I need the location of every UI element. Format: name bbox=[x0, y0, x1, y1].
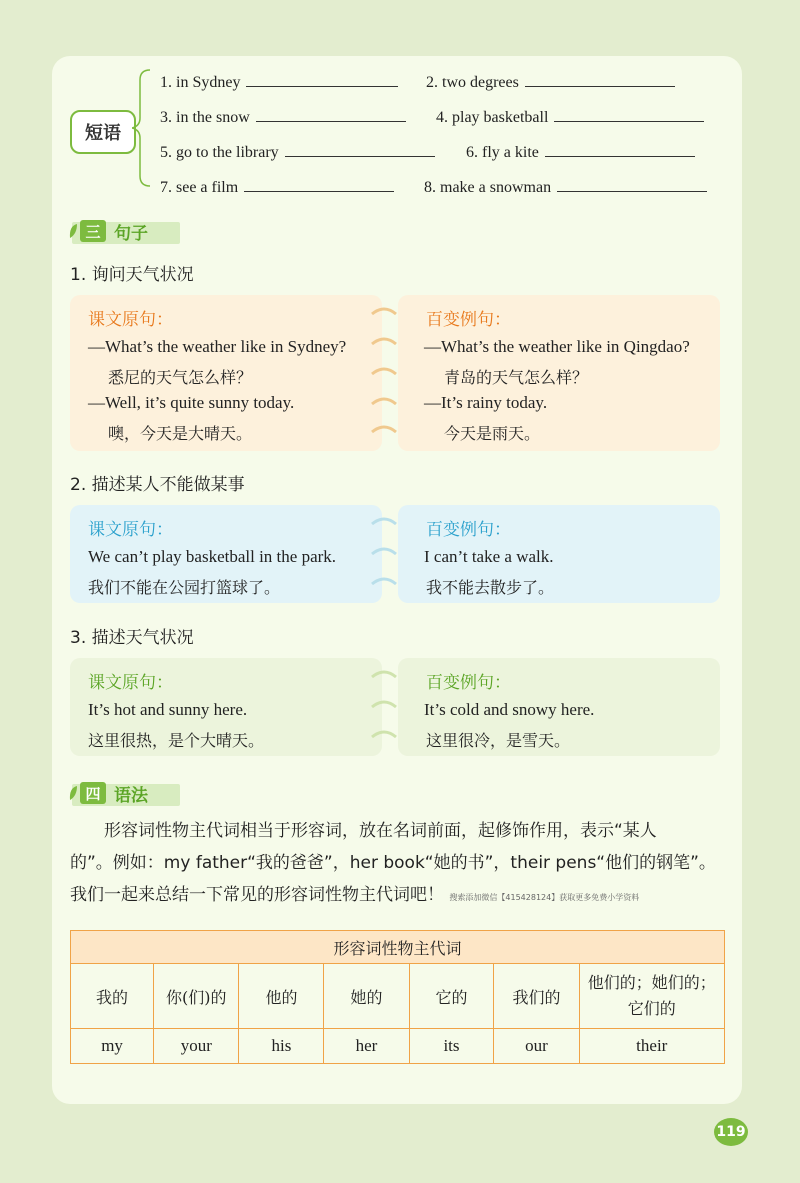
phrase-1: 1. in Sydney bbox=[160, 72, 398, 92]
footnote-text: 搜索添加微信【415428124】获取更多免费小学资料 bbox=[449, 893, 640, 902]
grammar-line-3: 我们一起来总结一下常见的形容词性物主代词吧！ 搜索添加微信【415428124】获取更多免费小学资料 bbox=[70, 885, 640, 905]
section-heading-grammar: 四 语法 bbox=[68, 780, 148, 806]
leaf-icon bbox=[68, 222, 78, 240]
phrase-6: 6. fly a kite bbox=[466, 142, 695, 162]
answer-line[interactable] bbox=[244, 177, 394, 192]
section-heading-sentences: 三 句子 bbox=[68, 218, 148, 244]
original-sentence-box-2: 课文原句： We can’t play basketball in the park. 我们不能在公园打篮球了。 bbox=[70, 505, 382, 603]
table-cell: its bbox=[409, 1029, 494, 1064]
grammar-line-1: 形容词性物主代词相当于形容词，放在名词前面，起修饰作用，表示“某人 bbox=[104, 821, 657, 841]
answer-line[interactable] bbox=[545, 142, 695, 157]
leaf-icon bbox=[68, 784, 78, 802]
phrase-5: 5. go to the library bbox=[160, 142, 435, 162]
answer-line[interactable] bbox=[285, 142, 435, 157]
phrases-badge: 短语 bbox=[70, 110, 136, 154]
table-cell: your bbox=[154, 1029, 239, 1064]
table-cell: his bbox=[239, 1029, 324, 1064]
table-caption: 形容词性物主代词 bbox=[71, 931, 725, 964]
table-row bbox=[71, 964, 725, 1029]
table-row bbox=[71, 1029, 725, 1064]
variant-sentence-box-1: 百变例句： —What’s the weather like in Qingdao? 青岛的天气怎么样？ —It’s rainy today. 今天是雨天。 bbox=[398, 295, 720, 451]
table-cell: 它的 bbox=[409, 964, 494, 1029]
grammar-paragraph bbox=[70, 815, 730, 914]
phrase-3: 3. in the snow bbox=[160, 107, 406, 127]
variant-sentence-box-2: 百变例句： I can’t take a walk. 我不能去散步了。 bbox=[398, 505, 720, 603]
phrase-8: 8. make a snowman bbox=[424, 177, 707, 197]
original-sentence-box-1: 课文原句： —What’s the weather like in Sydney? 悉尼的天气怎么样？ —Well, it’s quite sunny today. 噢，今天是大晴天。 bbox=[70, 295, 382, 451]
table-cell: 她的 bbox=[324, 964, 409, 1029]
table-cell: their bbox=[579, 1029, 725, 1064]
answer-line[interactable] bbox=[557, 177, 707, 192]
table-cell: 你(们)的 bbox=[154, 964, 239, 1029]
possessive-pronoun-table bbox=[70, 930, 725, 1064]
binding-rings-decoration bbox=[370, 306, 398, 436]
table-cell: 我们的 bbox=[494, 964, 579, 1029]
answer-line[interactable] bbox=[246, 72, 398, 87]
original-sentence-box-3: 课文原句： It’s hot and sunny here. 这里很热，是个大晴天。 bbox=[70, 658, 382, 756]
table-cell: our bbox=[494, 1029, 579, 1064]
phrase-7: 7. see a film bbox=[160, 177, 394, 197]
table-cell: 他的 bbox=[239, 964, 324, 1029]
table-cell: her bbox=[324, 1029, 409, 1064]
grammar-line-2: 的”。例如：my father“我的爸爸”，her book“她的书”，their pens“他们的钢笔”。 bbox=[70, 853, 716, 873]
table-cell: my bbox=[71, 1029, 154, 1064]
table-cell: 我的 bbox=[71, 964, 154, 1029]
binding-rings-decoration bbox=[370, 516, 398, 592]
phrase-4: 4. play basketball bbox=[436, 107, 704, 127]
variant-sentence-box-3: 百变例句： It’s cold and snowy here. 这里很冷，是雪天。 bbox=[398, 658, 720, 756]
sub-heading-3: 3. 描述天气状况 bbox=[70, 628, 194, 648]
table-cell: 他们的；她们的；它们的 bbox=[579, 964, 725, 1029]
sub-heading-1: 1. 询问天气状况 bbox=[70, 265, 194, 285]
binding-rings-decoration bbox=[370, 669, 398, 745]
answer-line[interactable] bbox=[525, 72, 675, 87]
answer-line[interactable] bbox=[256, 107, 406, 122]
phrase-2: 2. two degrees bbox=[426, 72, 675, 92]
sub-heading-2: 2. 描述某人不能做某事 bbox=[70, 475, 245, 495]
page-number: 119 bbox=[714, 1118, 748, 1146]
bracket-decoration bbox=[132, 68, 150, 188]
answer-line[interactable] bbox=[554, 107, 704, 122]
